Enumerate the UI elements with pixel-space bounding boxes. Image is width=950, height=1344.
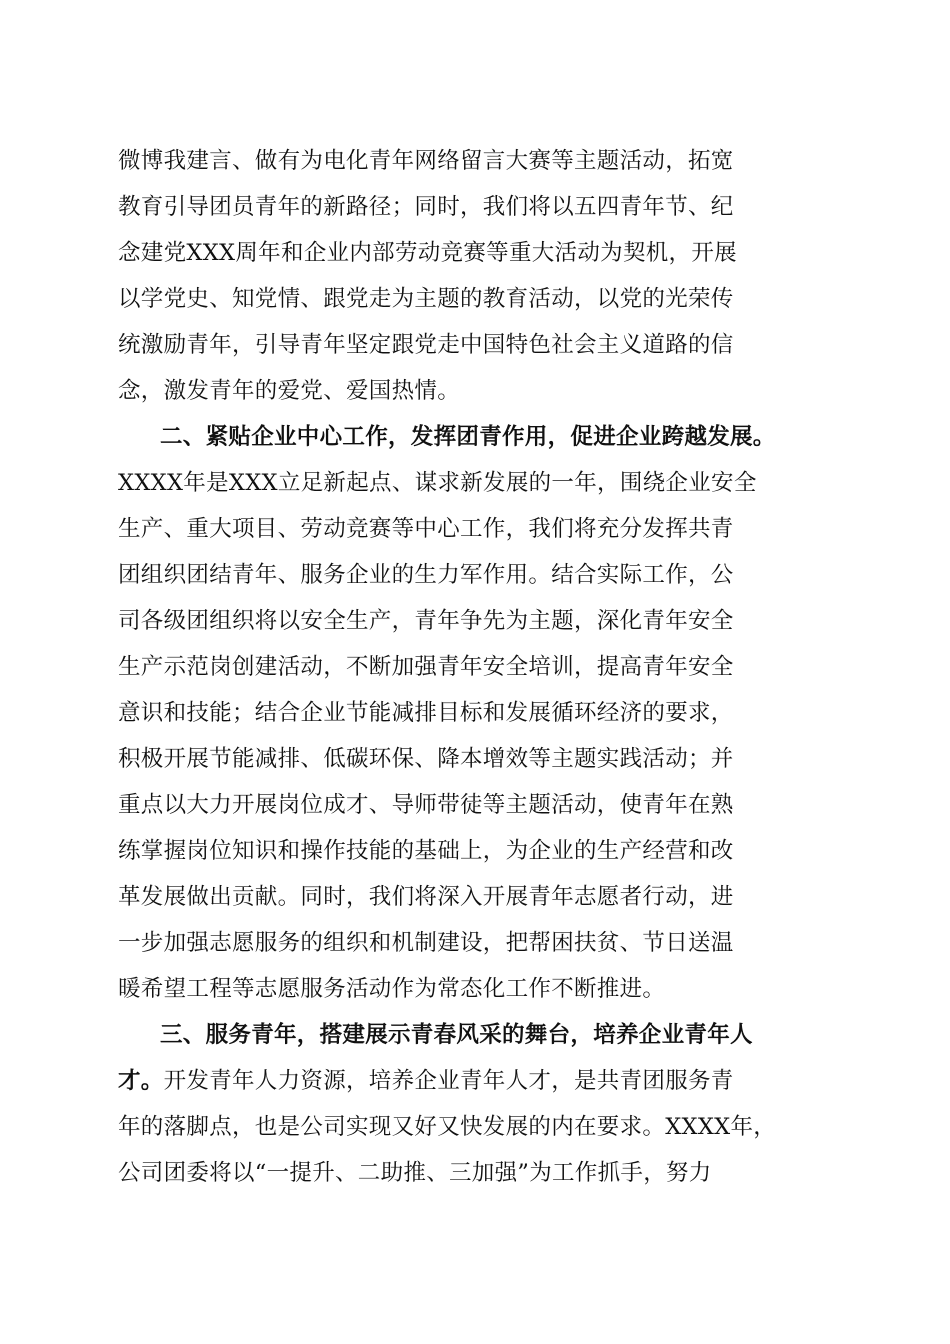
- text-span: 司各级团组织将以安全生产，青年争先为主题，深化青年安全: [118, 608, 734, 634]
- section-heading-2: [160, 420, 880, 454]
- text-line: [118, 466, 838, 500]
- text-span: 生产示范岗创建活动，不断加强青年安全培训，提高青年安全: [118, 654, 734, 680]
- text-line: [118, 1156, 838, 1190]
- text-span: 统激励青年，引导青年坚定跟党走中国特色社会主义道路的信: [118, 332, 734, 358]
- text-line: [118, 972, 838, 1006]
- text-span: 暖希望工程等志愿服务活动作为常态化工作不断推进。: [118, 976, 666, 1002]
- text-span: 练掌握岗位知识和操作技能的基础上，为企业的生产经营和改: [118, 838, 734, 864]
- text-line: [118, 190, 838, 224]
- text-line: [118, 558, 838, 592]
- text-span: 积极开展节能减排、低碳环保、降本增效等主题实践活动；并: [118, 746, 734, 772]
- text-line: [118, 880, 838, 914]
- text-span: 生产、重大项目、劳动竞赛等中心工作，我们将充分发挥共青: [118, 516, 734, 542]
- text-span: 教育引导团员青年的新路径；同时，我们将以五四青年节、纪: [118, 194, 734, 220]
- text-span: 革发展做出贡献。同时，我们将深入开展青年志愿者行动，进: [118, 884, 734, 910]
- text-line: [118, 926, 838, 960]
- text-span: 微博我建言、做有为电化青年网络留言大赛等主题活动，拓宽: [118, 148, 734, 174]
- text-line: [118, 1064, 838, 1098]
- text-line: [118, 512, 838, 546]
- text-span: 重点以大力开展岗位成才、导师带徒等主题活动，使青年在熟: [118, 792, 734, 818]
- text-line: [118, 374, 838, 408]
- text-span: 意识和技能；结合企业节能减排目标和发展循环经济的要求，: [118, 700, 734, 726]
- text-span: 年的落脚点，也是公司实现又好又快发展的内在要求。XXXX年，: [118, 1114, 777, 1140]
- text-span: 念建党XXX周年和企业内部劳动竞赛等重大活动为契机，开展: [118, 240, 737, 266]
- text-line: [118, 144, 838, 178]
- section-heading-3: [160, 1018, 880, 1052]
- heading-text: 三、服务青年，搭建展示青春风采的舞台，培养企业青年人: [160, 1022, 753, 1048]
- text-span: 团组织团结青年、服务企业的生力军作用。结合实际工作，公: [118, 562, 734, 588]
- text-line: [118, 788, 838, 822]
- text-line: [118, 328, 838, 362]
- text-span: 以学党史、知党情、跟党走为主题的教育活动，以党的光荣传: [118, 286, 734, 312]
- heading-text: 二、紧贴企业中心工作，发挥团青作用，促进企业跨越发展。: [160, 424, 776, 450]
- text-span: XXXX年是XXX立足新起点、谋求新发展的一年，围绕企业安全: [118, 470, 757, 496]
- text-line: [118, 834, 838, 868]
- text-line: [118, 236, 838, 270]
- heading-text: 才。: [118, 1068, 164, 1094]
- text-line: [118, 282, 838, 316]
- text-line: [118, 742, 838, 776]
- text-span: 开发青年人力资源，培养企业青年人才，是共青团服务青: [163, 1068, 734, 1094]
- text-line: [118, 650, 838, 684]
- text-line: [118, 604, 838, 638]
- text-span: 一步加强志愿服务的组织和机制建设，把帮困扶贫、节日送温: [118, 930, 734, 956]
- text-span: 念，激发青年的爱党、爱国热情。: [118, 378, 461, 404]
- text-line: [118, 1110, 838, 1144]
- text-span: 公司团委将以“一提升、二助推、三加强”为工作抓手，努力: [118, 1160, 712, 1186]
- text-line: [118, 696, 838, 730]
